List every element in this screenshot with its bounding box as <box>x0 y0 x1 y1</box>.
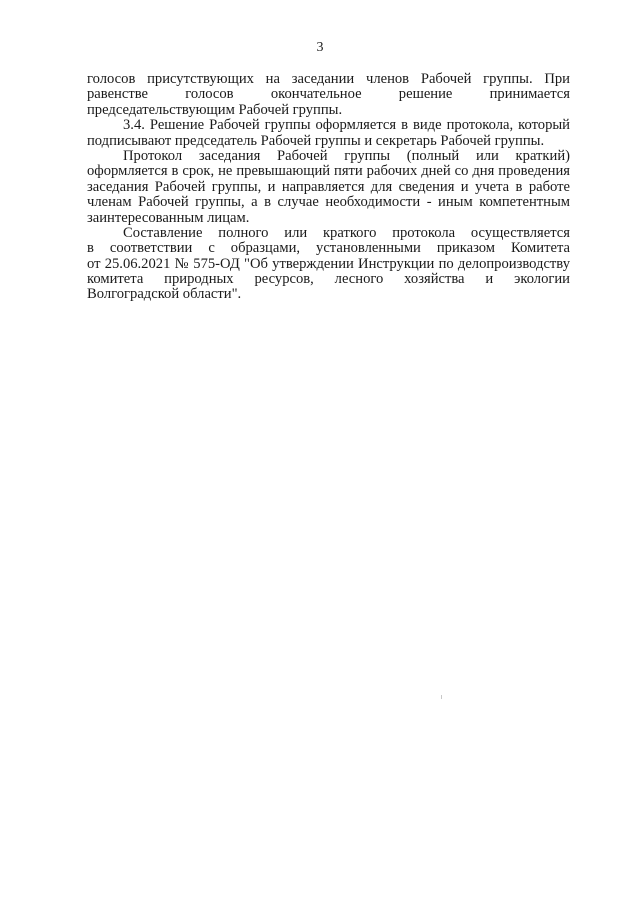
paragraph-voting <box>87 72 570 118</box>
text-line: заинтересованным лицам. <box>87 210 250 226</box>
text-line: комитета природных ресурсов, лесного хозяйства и экологии <box>87 272 570 288</box>
paragraph-protocol-templates <box>87 226 570 303</box>
text-line: Волгоградской области". <box>87 287 242 303</box>
text-line: членам Рабочей группы, а в случае необходимости - иным компетентным <box>87 195 570 211</box>
text-line: оформляется в срок, не превышающий пяти рабочих дней со дня проведения <box>87 164 570 180</box>
text-line: 3.4. Решение Рабочей группы оформляется в виде протокола, который <box>123 118 570 134</box>
scan-speck <box>441 695 442 699</box>
text-line: подписывают председатель Рабочей группы и секретарь Рабочей группы. <box>87 133 545 149</box>
paragraph-3-4 <box>87 118 570 149</box>
text-line: от 25.06.2021 № 575-ОД "Об утверждении Инструкции по делопроизводству <box>87 256 570 272</box>
text-line: Составление полного или краткого протокола осуществляется <box>123 225 570 241</box>
body-text <box>87 72 570 303</box>
text-line: голосов присутствующих на заседании членов Рабочей группы. При <box>87 72 570 87</box>
text-line: председательствующим Рабочей группы. <box>87 102 343 118</box>
text-line: Протокол заседания Рабочей группы (полный или краткий) <box>123 148 570 164</box>
text-line: в соответствии с образцами, установленными приказом Комитета <box>87 241 570 257</box>
page-number: 3 <box>316 40 324 55</box>
paragraph-protocol-deadline <box>87 149 570 226</box>
text-line: заседания Рабочей группы, и направляется для сведения и учета в работе <box>87 179 570 195</box>
text-line: равенстве голосов окончательное решение принимается <box>87 87 570 103</box>
